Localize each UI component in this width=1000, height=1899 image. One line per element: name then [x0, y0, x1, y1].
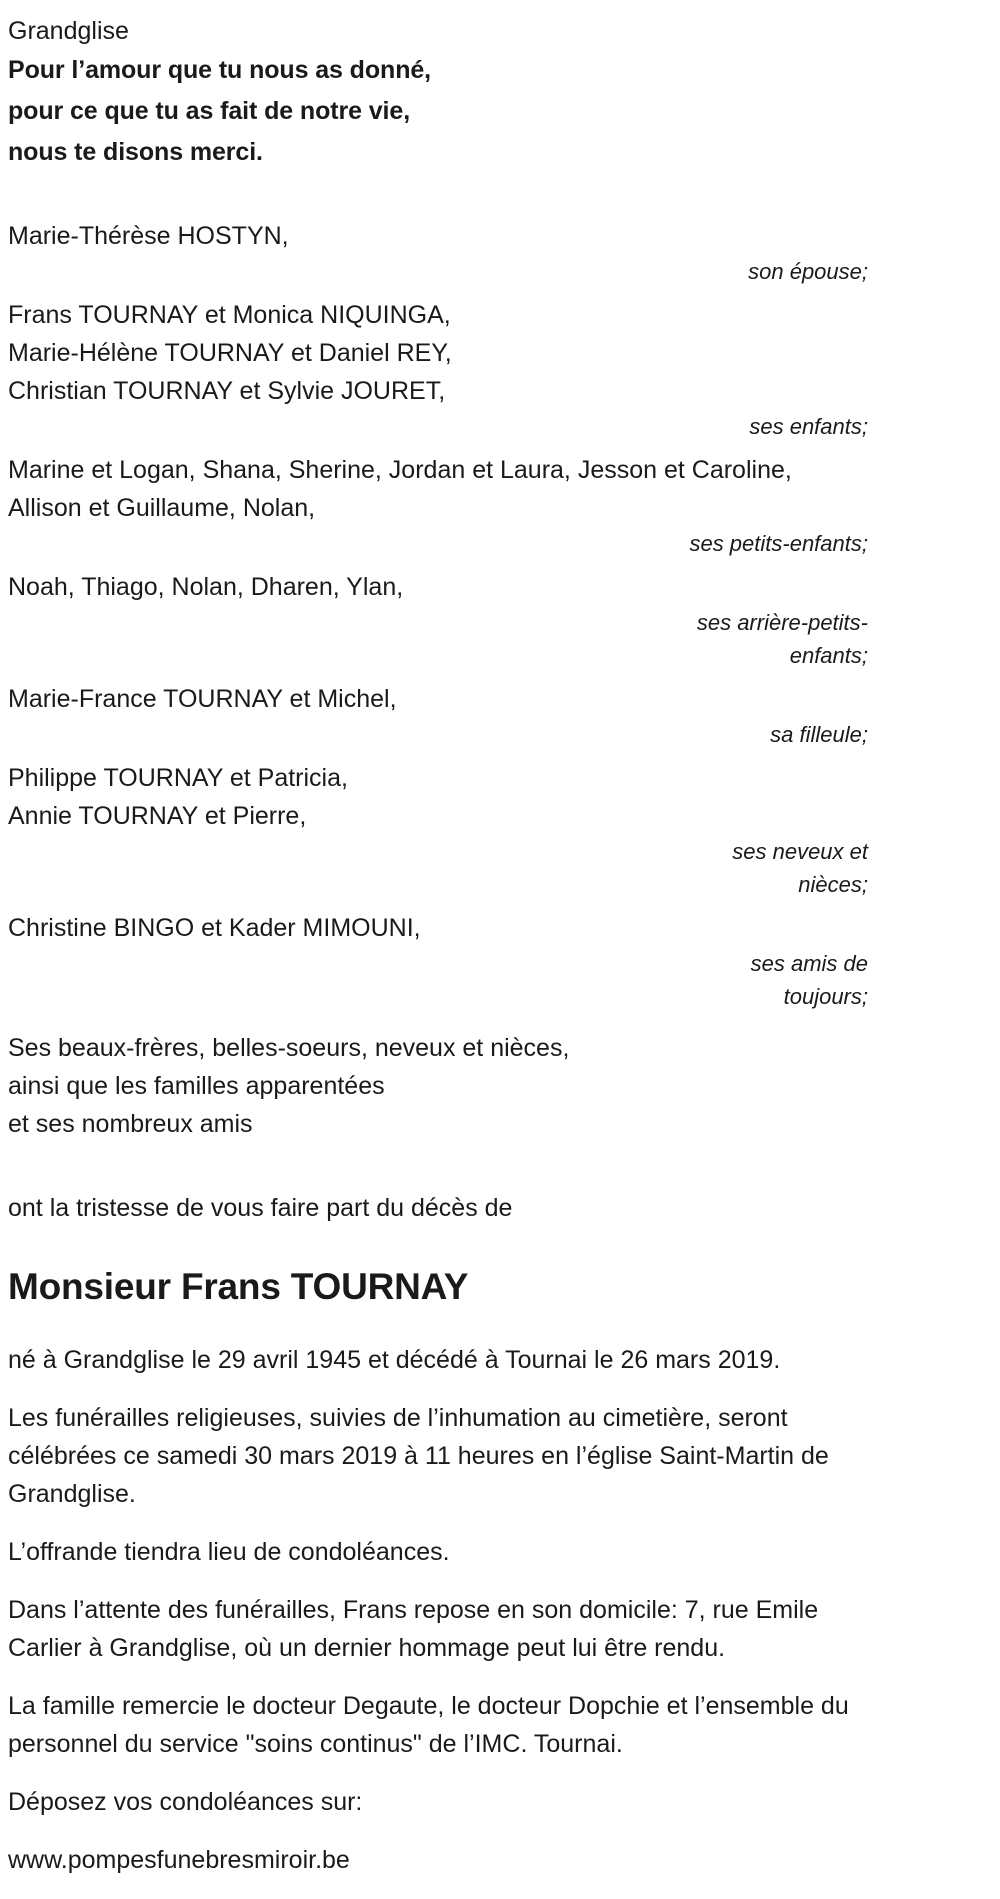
family-group — [8, 759, 868, 901]
family-relation: ses enfants; — [749, 414, 868, 439]
verse-line: nous te disons merci. — [8, 138, 263, 166]
family-name-line: Christian TOURNAY et Sylvie JOURET, — [8, 377, 446, 405]
detail-offering: L’offrande tiendra lieu de condoléances. — [8, 1538, 450, 1566]
closing-family-line: et ses nombreux amis — [8, 1110, 253, 1138]
family-group — [8, 680, 868, 751]
family-relation: sa filleule; — [770, 722, 868, 747]
family-group — [8, 568, 868, 672]
family-name-line: Marie-Hélène TOURNAY et Daniel REY, — [8, 339, 452, 367]
family-name-line: Marine et Logan, Shana, Sherine, Jordan et Laura, Jesson et Caroline, — [8, 456, 792, 484]
family-names — [8, 217, 868, 255]
family-names — [8, 451, 868, 527]
family-group — [8, 909, 868, 1013]
detail-viewing-address: Dans l’attente des funérailles, Frans repose en son domicile: 7, rue Emile Carlier à Grandglise, où un dernier hommage peut lui être rendu. — [8, 1596, 819, 1662]
verse-line: pour ce que tu as fait de notre vie, — [8, 97, 411, 125]
closing-family-list — [8, 1029, 868, 1143]
detail-condolences-prompt: Déposez vos condoléances sur: — [8, 1788, 363, 1816]
family-name-line: Christine BINGO et Kader MIMOUNI, — [8, 914, 421, 942]
family-relation: ses petits-enfants; — [689, 531, 868, 556]
condolences-website-link[interactable]: www.pompesfunebresmiroir.be — [8, 1846, 350, 1874]
family-group — [8, 296, 868, 443]
closing-family-line: Ses beaux-frères, belles-soeurs, neveux et nièces, — [8, 1034, 570, 1062]
family-name-line: Frans TOURNAY et Monica NIQUINGA, — [8, 301, 451, 329]
family-names — [8, 296, 868, 410]
family-names — [8, 568, 868, 606]
spacer — [8, 173, 868, 217]
verse-line: Pour l’amour que tu nous as donné, — [8, 56, 432, 84]
family-name-line: Marie-France TOURNAY et Michel, — [8, 685, 397, 713]
family-group — [8, 451, 868, 560]
family-name-line: Philippe TOURNAY et Patricia, — [8, 764, 348, 792]
family-list — [8, 217, 868, 1013]
detail-thanks: La famille remercie le docteur Degaute, le docteur Dopchie et l’ensemble du personnel du service "soins continus" de l’IMC. Tournai. — [8, 1692, 849, 1758]
family-relation: ses arrière-petits-enfants; — [696, 610, 868, 668]
deceased-name: Monsieur Frans TOURNAY — [8, 1266, 469, 1307]
memorial-verse — [8, 50, 868, 173]
family-names — [8, 680, 868, 718]
family-names — [8, 759, 868, 835]
detail-birth-death: né à Grandglise le 29 avril 1945 et décédé à Tournai le 26 mars 2019. — [8, 1346, 781, 1374]
family-names — [8, 909, 868, 947]
family-name-line: Marie-Thérèse HOSTYN, — [8, 222, 289, 250]
detail-funeral-service: Les funérailles religieuses, suivies de l’inhumation au cimetière, seront célébrées ce samedi 30 mars 2019 à 11 heures en l’église Saint-Martin de Grandglise. — [8, 1404, 829, 1508]
family-relation: ses neveux et nièces; — [732, 839, 868, 897]
announcement-text: ont la tristesse de vous faire part du décès de — [8, 1194, 513, 1222]
family-name-line: Annie TOURNAY et Pierre, — [8, 802, 307, 830]
locality: Grandglise — [8, 17, 129, 45]
closing-family-line: ainsi que les familles apparentées — [8, 1072, 385, 1100]
family-name-line: Allison et Guillaume, Nolan, — [8, 494, 316, 522]
family-relation: ses amis de toujours; — [750, 951, 868, 1009]
family-group — [8, 217, 868, 288]
funeral-details — [8, 1341, 868, 1879]
family-relation: son épouse; — [748, 259, 868, 284]
family-name-line: Noah, Thiago, Nolan, Dharen, Ylan, — [8, 573, 404, 601]
